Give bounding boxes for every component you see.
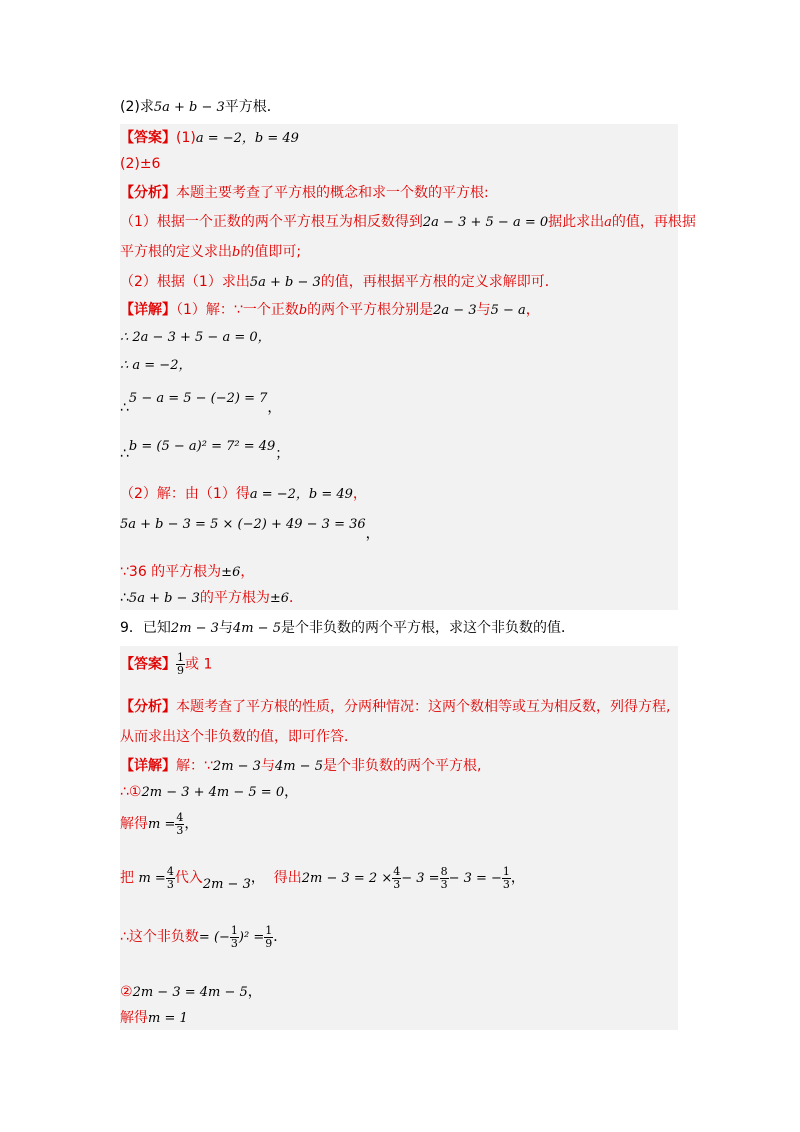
sub-f3d: 3 [502,877,510,891]
sub-expr: 2m − 3 [202,877,251,892]
answer2-label: 【答案】 [120,656,176,673]
analysis-label: 【分析】 [120,185,176,201]
solution-block-2 [120,646,678,1030]
part2-d-math: 5a + b − 3 [128,591,200,606]
result-frac1 [230,925,239,950]
part2-d-math2: ±6 [269,591,290,606]
answer-part1-math: a = −2，b = 49 [195,131,299,146]
answer-line [120,128,299,149]
solve1-post: ， [184,816,199,832]
sub-into: 代入 [174,870,203,886]
solve1-line [120,810,198,839]
case2-pre: ② [120,984,133,1000]
detail2-line [120,756,481,777]
case2-post: ， [247,984,262,1000]
step-line-d [120,436,290,462]
part2-d-pre: ∴ [120,590,129,606]
answer-part2: (2)±6 [120,156,161,172]
analysis-1a-math: 2a − 3 + 5 − a = 0 [422,215,549,230]
case1-pre: ∴① [120,784,142,800]
detail2-math1: 2m − 3 [212,759,261,774]
question-part2 [120,97,281,118]
sub-f1d: 3 [393,877,401,891]
answer-part1: (1) [176,130,196,146]
detail-1c: 与 [476,302,491,318]
sub-fraction [166,866,175,891]
result-line [120,922,287,953]
analysis-1b: 据此求出 [548,214,605,230]
analysis-1a: （1）根据一个正数的两个平方根互为相反数得到 [120,214,423,230]
detail2-math2: 4m − 5 [274,759,323,774]
sub-f2 [440,866,449,891]
answer2-rest: 或 1 [185,656,213,673]
part2-a: （2）解：由（1）得 [120,486,250,502]
result-sq: )² = [238,930,265,945]
q2-expr: 5a + b − 3 [153,100,225,115]
detail-1b-math: 2a − 3 [433,303,477,318]
sub-pre: 把 [120,870,134,886]
sub-m: m = [138,871,166,886]
answer-label: 【答案】 [120,130,176,146]
case1-line [120,782,298,803]
detail-label: 【详解】 [120,302,176,318]
analysis-1b-math: a [604,215,612,230]
sub-f1n: 4 [393,864,401,878]
result-d: 9 [265,936,273,950]
sub-get: 得出 [273,870,302,886]
part2-c-math: ±6 [221,565,241,580]
part2-c-pre: ∵36 的平方根为 [120,564,222,580]
detail-1a: （1）解：∵一个正数 [176,302,299,318]
step-d-post: ； [275,446,290,462]
solve2-line [120,1008,188,1029]
part2-d-mid: 的平方根为 [199,590,270,606]
result-eq: = (− [198,930,230,945]
step-line-c [120,388,282,416]
step-line-b: ∴ a = −2， [120,358,192,373]
sub-calc1: 2m − 3 = 2 × [301,871,393,886]
substitute-line [120,864,525,893]
detail2-label: 【详解】 [120,758,176,774]
part2-line-c [120,562,254,583]
result-frac2 [264,925,273,950]
solve1-m: m = [148,817,176,832]
q2-suffix: 平方根． [224,99,281,115]
sub-post: ， [250,870,265,886]
part2-b-math: 5a + b − 3 = 5 × (−2) + 49 − 3 = 36 [120,517,366,532]
result-post: ． [273,929,288,945]
case1-math: 2m − 3 + 4m − 5 = 0 [141,785,285,800]
q9-rest: 是个非负数的两个平方根，求这个非负数的值． [280,620,575,636]
part2-a-post: ， [352,486,367,502]
analysis-2a-math: 5a + b − 3 [249,275,321,290]
sub-calc2: − 3 = [401,871,440,886]
q9-num: 9．已知 [120,620,171,636]
sub-calc3: − 3 = − [448,871,502,886]
sub-f2n: 8 [440,864,448,878]
step-c-pre: ∴ [120,400,129,416]
answer2-num: 1 [177,651,184,664]
step-d-pre: ∴ [120,446,129,462]
analysis-1d-math: b [232,245,241,260]
q2-prefix: (2)求 [120,99,154,115]
analysis-line [120,183,489,203]
step-c-post: ， [267,400,282,416]
analysis-line-2 [120,272,559,293]
part2-b-post: ， [365,526,380,542]
solve1-den: 3 [176,823,184,837]
sub-num: 4 [166,864,174,878]
analysis-1d: 平方根的定义求出 [120,244,232,260]
answer2-den: 9 [177,664,184,677]
part2-line-a [120,484,367,505]
solve1-fraction [175,812,184,837]
analysis2-1: 本题考查了平方根的性质，分两种情况：这两个数相等或互为相反数，列得方程, [176,699,671,715]
solution-block-1 [120,124,696,610]
sub-calc-post: ， [510,870,525,886]
result-n: 1 [265,923,273,937]
analysis2-line-2: 从而求出这个非负数的值，即可作答． [120,729,358,745]
detail-1c-math: 5 − a [490,303,526,318]
part2-d-post: ． [289,590,304,606]
analysis-text: 本题主要考查了平方根的概念和求一个数的平方根: [176,185,489,201]
analysis-2b: 的值，再根据平方根的定义求解即可． [320,274,559,290]
case2-line [120,982,262,1003]
sub-f1 [392,866,401,891]
solve2-pre: 解得 [120,1010,148,1026]
case1-post: ， [284,784,299,800]
analysis2-line-1 [120,697,670,717]
solve2-math: m = 1 [148,1011,188,1026]
part2-line-d [120,588,303,609]
solve1-pre: 解得 [120,816,148,832]
result-pre: ∴这个非负数 [120,929,199,945]
sub-f3n: 1 [502,864,510,878]
analysis-line-1 [120,212,696,233]
detail2-mid: 与 [260,758,275,774]
q9-expr2: 4m − 5 [232,621,281,636]
sub-den: 3 [166,877,174,891]
part2-line-b [120,514,380,542]
sub-f3 [502,866,511,891]
result-fn: 1 [230,923,238,937]
detail2-rest: 是个非负数的两个平方根, [322,758,482,774]
detail-1a-math: b [298,303,308,318]
sub-f2d: 3 [440,877,448,891]
step-line-a: ∴ 2a − 3 + 5 − a = 0， [120,330,271,345]
solve1-num: 4 [176,810,184,824]
analysis-1c: 的值，再根据 [611,214,696,230]
analysis2-label: 【分析】 [120,699,176,715]
part2-a-math: a = −2，b = 49 [249,487,353,502]
q9-mid: 与 [218,620,233,636]
analysis-2a: （2）根据（1）求出 [120,274,250,290]
answer2-line [120,652,212,677]
detail-1b: 的两个平方根分别是 [307,302,434,318]
part2-c-post: ， [240,564,255,580]
q9-expr1: 2m − 3 [170,621,219,636]
analysis-1e: 的值即可; [240,244,302,260]
step-c-math: 5 − a = 5 − (−2) = 7 [128,391,268,406]
case2-math: 2m − 3 = 4m − 5 [132,985,248,1000]
step-d-math: b = (5 − a)² = 7² = 49 [128,439,276,454]
question-9 [120,618,575,639]
answer2-fraction [176,652,185,677]
detail-line [120,300,540,321]
detail-1d: ， [525,302,540,318]
analysis-line-1b [120,242,301,263]
detail2-a: 解：∵ [176,758,213,774]
result-fd: 3 [230,936,238,950]
